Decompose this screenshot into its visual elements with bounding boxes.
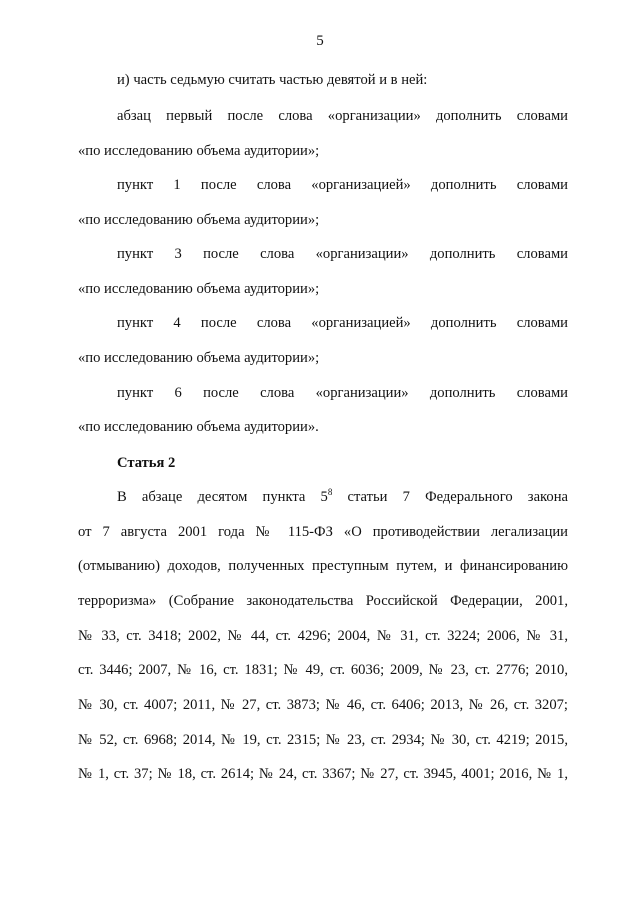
amendment-continuation: «по исследованию объема аудитории»; [78, 350, 320, 366]
article-paragraph-line: № 33, ст. 3418; 2002, № 44, ст. 4296; 2004, № 31, ст. 3224; 2006, № 31, [78, 628, 568, 644]
amendment-line: пункт 3 после слова «организации» дополнить словами [117, 246, 568, 262]
article-paragraph-line: терроризма» (Собрание законодательства Российской Федерации, 2001, [78, 593, 568, 609]
article-text: статьи 7 Федерального закона [332, 489, 568, 505]
article-paragraph-line: № 52, ст. 6968; 2014, № 19, ст. 2315; № 23, ст. 2934; № 30, ст. 4219; 2015, [78, 732, 568, 748]
item-i-line: и) часть седьмую считать частью девятой и в ней: [117, 72, 428, 88]
page-number: 5 [316, 33, 324, 49]
article-paragraph-line: № 30, ст. 4007; 2011, № 27, ст. 3873; № 46, ст. 6406; 2013, № 26, ст. 3207; [78, 697, 568, 713]
amendment-continuation: «по исследованию объема аудитории». [78, 419, 319, 435]
amendment-line: абзац первый после слова «организации» дополнить словами [117, 108, 568, 124]
amendment-line: пункт 6 после слова «организации» дополнить словами [117, 385, 568, 401]
amendment-line: пункт 4 после слова «организацией» дополнить словами [117, 315, 568, 331]
article-paragraph-line: от 7 августа 2001 года № 115-ФЗ «О противодействии легализации [78, 524, 568, 540]
amendment-continuation: «по исследованию объема аудитории»; [78, 281, 320, 297]
article-heading: Статья 2 [117, 455, 176, 471]
article-text: В абзаце десятом пункта 5 [117, 489, 328, 505]
article-paragraph-line: (отмыванию) доходов, полученных преступным путем, и финансированию [78, 558, 568, 574]
amendment-continuation: «по исследованию объема аудитории»; [78, 143, 320, 159]
article-paragraph-line: № 1, ст. 37; № 18, ст. 2614; № 24, ст. 3367; № 27, ст. 3945, 4001; 2016, № 1, [78, 766, 568, 782]
amendment-line: пункт 1 после слова «организацией» дополнить словами [117, 177, 568, 193]
amendment-continuation: «по исследованию объема аудитории»; [78, 212, 320, 228]
article-paragraph-line: ст. 3446; 2007, № 16, ст. 1831; № 49, ст. 6036; 2009, № 23, ст. 2776; 2010, [78, 662, 568, 678]
superscript: 8 [327, 487, 333, 497]
article-paragraph-first-line [117, 488, 568, 507]
